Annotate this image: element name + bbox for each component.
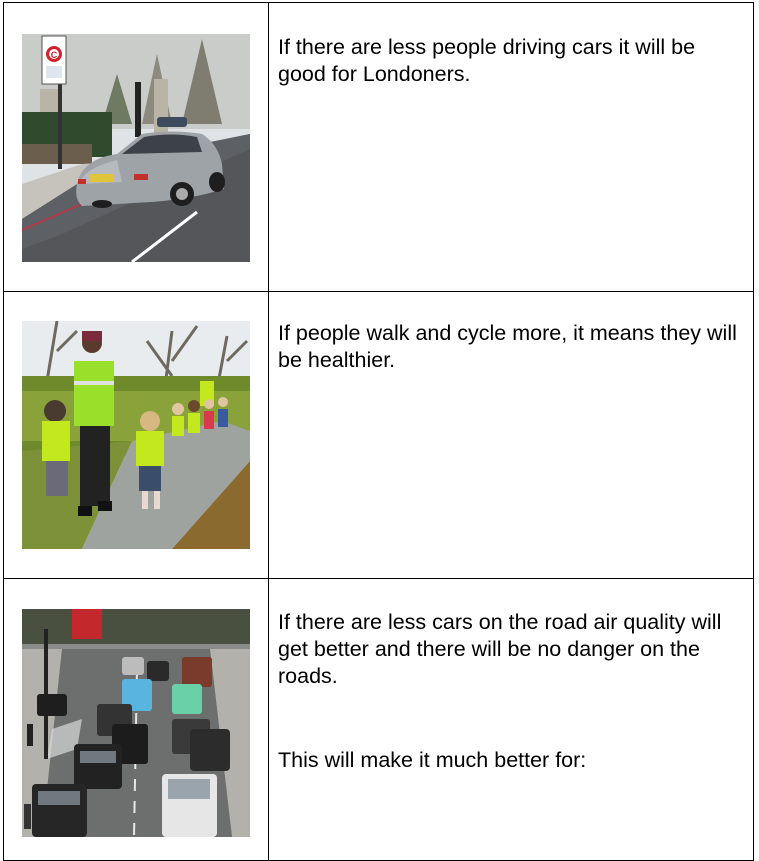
statement-text-followup: This will make it much better for: [278,748,587,772]
table-row [4,579,754,861]
text-cell [269,292,754,579]
car-photo [22,34,250,262]
statement-table [3,2,754,861]
image-cell [4,579,269,861]
table-row [4,292,754,579]
children-walking-photo [22,321,250,549]
traffic-photo [22,609,250,837]
image-cell [4,292,269,579]
statement-text: If there are less cars on the road air quality will get better and there will be no danger on the roads. [278,610,722,688]
image-cell [4,3,269,292]
sign-letter: C [50,50,58,60]
text-cell [269,579,754,861]
statement-text: If there are less people driving cars it will be good for Londoners. [278,35,696,86]
statement-text: If people walk and cycle more, it means they will be healthier. [278,321,737,372]
worksheet [3,2,753,861]
text-cell [269,3,754,292]
table-row [4,3,754,292]
